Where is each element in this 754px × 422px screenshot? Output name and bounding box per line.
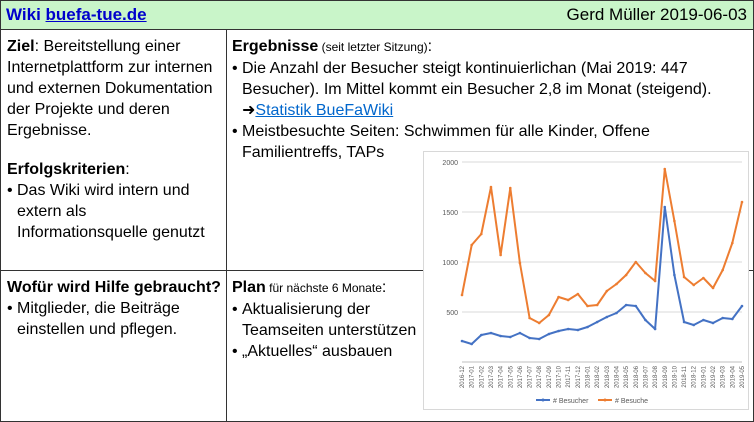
ziel-block <box>7 36 221 141</box>
x-tick-label: 2018-09 <box>662 366 669 389</box>
x-tick-label: 2017-07 <box>527 366 534 389</box>
data-point <box>702 277 705 280</box>
data-point <box>470 343 473 346</box>
data-point <box>634 261 637 264</box>
x-tick-label: 2019-02 <box>711 366 718 389</box>
data-point <box>480 233 483 236</box>
data-point <box>702 319 705 322</box>
ergebnisse-label: Ergebnisse <box>232 38 319 55</box>
data-point <box>615 283 618 286</box>
data-point <box>606 290 609 293</box>
data-point <box>499 254 502 257</box>
data-point <box>548 314 551 317</box>
wiki-label: Wiki <box>6 5 41 24</box>
x-tick-label: 2016-12 <box>460 366 466 389</box>
data-point <box>519 262 522 265</box>
list-item: • „Aktuelles“ ausbauen <box>232 341 422 362</box>
x-tick-label: 2018-08 <box>653 366 660 389</box>
data-point <box>519 332 522 335</box>
x-tick-label: 2018-07 <box>643 366 650 389</box>
erfolg-list <box>7 180 221 243</box>
visitor-chart <box>423 151 749 410</box>
data-point <box>634 305 637 308</box>
ergebnisse-heading: Ergebnisse (seit letzter Sitzung): <box>232 38 433 55</box>
x-tick-label: 2018-04 <box>614 366 621 389</box>
x-tick-label: 2018-06 <box>633 366 640 389</box>
x-tick-label: 2017-08 <box>537 366 544 389</box>
data-point <box>528 317 531 320</box>
wiki-link[interactable]: buefa-tue.de <box>45 5 147 24</box>
list-item: • Meistbesuchte Seiten: Schwimmen für alle Kinder, Offene Familientreffs, TAPs <box>232 121 750 163</box>
data-point <box>654 328 657 331</box>
data-point <box>461 340 464 343</box>
legend-marker <box>604 399 607 402</box>
x-tick-label: 2017-11 <box>566 366 573 388</box>
data-point <box>509 187 512 190</box>
data-point <box>490 186 493 189</box>
x-tick-label: 2017-09 <box>546 366 553 389</box>
data-point <box>731 242 734 245</box>
wiki-title <box>6 5 147 25</box>
list-item: • Aktualisierung der Teamseiten unterstützen <box>232 299 422 341</box>
x-tick-label: 2018-10 <box>672 366 679 389</box>
data-point <box>741 305 744 308</box>
x-tick-label: 2019-04 <box>730 366 737 389</box>
data-point <box>721 317 724 320</box>
slide-header <box>0 0 754 30</box>
data-point <box>480 334 483 337</box>
data-point <box>586 305 589 308</box>
plan-list <box>232 299 422 362</box>
data-point <box>625 304 628 307</box>
chart-svg <box>424 152 750 411</box>
x-tick-label: 2018-05 <box>624 366 631 389</box>
x-tick-label: 2018-02 <box>595 366 602 389</box>
author-date: Gerd Müller 2019-06-03 <box>566 5 747 24</box>
data-point <box>567 299 570 302</box>
statistik-link[interactable]: Statistik BueFaWiki <box>255 102 394 119</box>
series-line-besuche <box>462 169 742 323</box>
data-point <box>538 322 541 325</box>
y-tick-label: 500 <box>446 310 458 317</box>
erfolg-label: Erfolgskriterien <box>7 161 126 178</box>
data-point <box>615 312 618 315</box>
data-point <box>673 274 676 277</box>
x-tick-label: 2018-12 <box>691 366 698 389</box>
hilfe-label: Wofür wird Hilfe gebraucht? <box>7 279 221 296</box>
x-tick-label: 2018-01 <box>585 366 592 389</box>
x-tick-label: 2018-03 <box>604 366 611 389</box>
data-point <box>586 326 589 329</box>
data-point <box>538 338 541 341</box>
x-tick-label: 2017-12 <box>575 366 582 389</box>
data-point <box>499 335 502 338</box>
hilfe-cell <box>7 277 221 340</box>
data-point <box>654 280 657 283</box>
data-point <box>557 330 560 333</box>
list-item: • Die Anzahl der Besucher steigt kontinuierlichan (Mai 2019: 447 Besucher). Im Mittel kommt ein Besucher 2,8 im Monat (steigend). ➜Statistik BueFaWiki <box>232 58 750 121</box>
ergebnisse-list <box>232 58 750 163</box>
x-tick-label: 2017-02 <box>479 366 486 389</box>
data-point <box>461 294 464 297</box>
data-point <box>663 168 666 171</box>
data-point <box>490 332 493 335</box>
x-tick-label: 2017-03 <box>488 366 495 389</box>
data-point <box>548 333 551 336</box>
data-point <box>712 287 715 290</box>
data-point <box>625 274 628 277</box>
x-tick-label: 2017-10 <box>556 366 563 389</box>
ziel-label: Ziel <box>7 38 35 55</box>
list-item: • Mitglieder, die Beiträge einstellen und pflegen. <box>7 298 221 340</box>
data-point <box>712 322 715 325</box>
data-point <box>673 220 676 223</box>
data-point <box>683 321 686 324</box>
legend-label: # Besucher <box>553 398 589 405</box>
data-point <box>577 293 580 296</box>
x-tick-label: 2017-05 <box>508 366 515 389</box>
plan-cell <box>232 277 422 362</box>
data-point <box>528 337 531 340</box>
data-point <box>741 201 744 204</box>
data-point <box>692 324 695 327</box>
data-point <box>596 321 599 324</box>
ergebnisse-cell <box>232 36 750 163</box>
x-tick-label: 2017-04 <box>498 366 505 389</box>
x-tick-label: 2019-05 <box>740 366 746 389</box>
data-point <box>557 296 560 299</box>
x-tick-label: 2017-06 <box>517 366 524 389</box>
ziel-text: : Bereitstellung einer Internetplattform zur internen und externen Dokumentation der Projekte und deren Ergebnisse. <box>7 38 213 139</box>
erfolg-heading: Erfolgskriterien: <box>7 161 130 178</box>
legend-label: # Besuche <box>615 398 649 405</box>
y-tick-label: 2000 <box>442 160 458 167</box>
data-point <box>567 328 570 331</box>
data-point <box>721 269 724 272</box>
data-point <box>644 319 647 322</box>
data-point <box>596 304 599 307</box>
data-point <box>692 284 695 287</box>
y-tick-label: 1000 <box>442 260 458 267</box>
list-item: • Das Wiki wird intern und extern als Informationsquelle genutzt <box>7 180 221 243</box>
y-tick-label: 1500 <box>442 210 458 217</box>
plan-heading: Plan für nächste 6 Monate: <box>232 279 387 296</box>
x-tick-label: 2018-11 <box>682 366 689 388</box>
column-divider <box>226 30 227 422</box>
x-tick-label: 2019-03 <box>720 366 727 389</box>
data-point <box>577 329 580 332</box>
data-point <box>606 316 609 319</box>
plan-label: Plan <box>232 279 266 296</box>
data-point <box>663 206 666 209</box>
data-point <box>731 318 734 321</box>
data-point <box>509 336 512 339</box>
legend-marker <box>542 399 545 402</box>
x-tick-label: 2019-01 <box>701 366 708 389</box>
ergebnisse-note: (seit letzter Sitzung) <box>318 40 428 54</box>
data-point <box>683 276 686 279</box>
data-point <box>470 244 473 247</box>
hilfe-list <box>7 298 221 340</box>
data-point <box>644 272 647 275</box>
x-tick-label: 2017-01 <box>469 366 476 389</box>
ziel-cell <box>7 36 221 243</box>
plan-note: für nächste 6 Monate <box>265 281 382 295</box>
